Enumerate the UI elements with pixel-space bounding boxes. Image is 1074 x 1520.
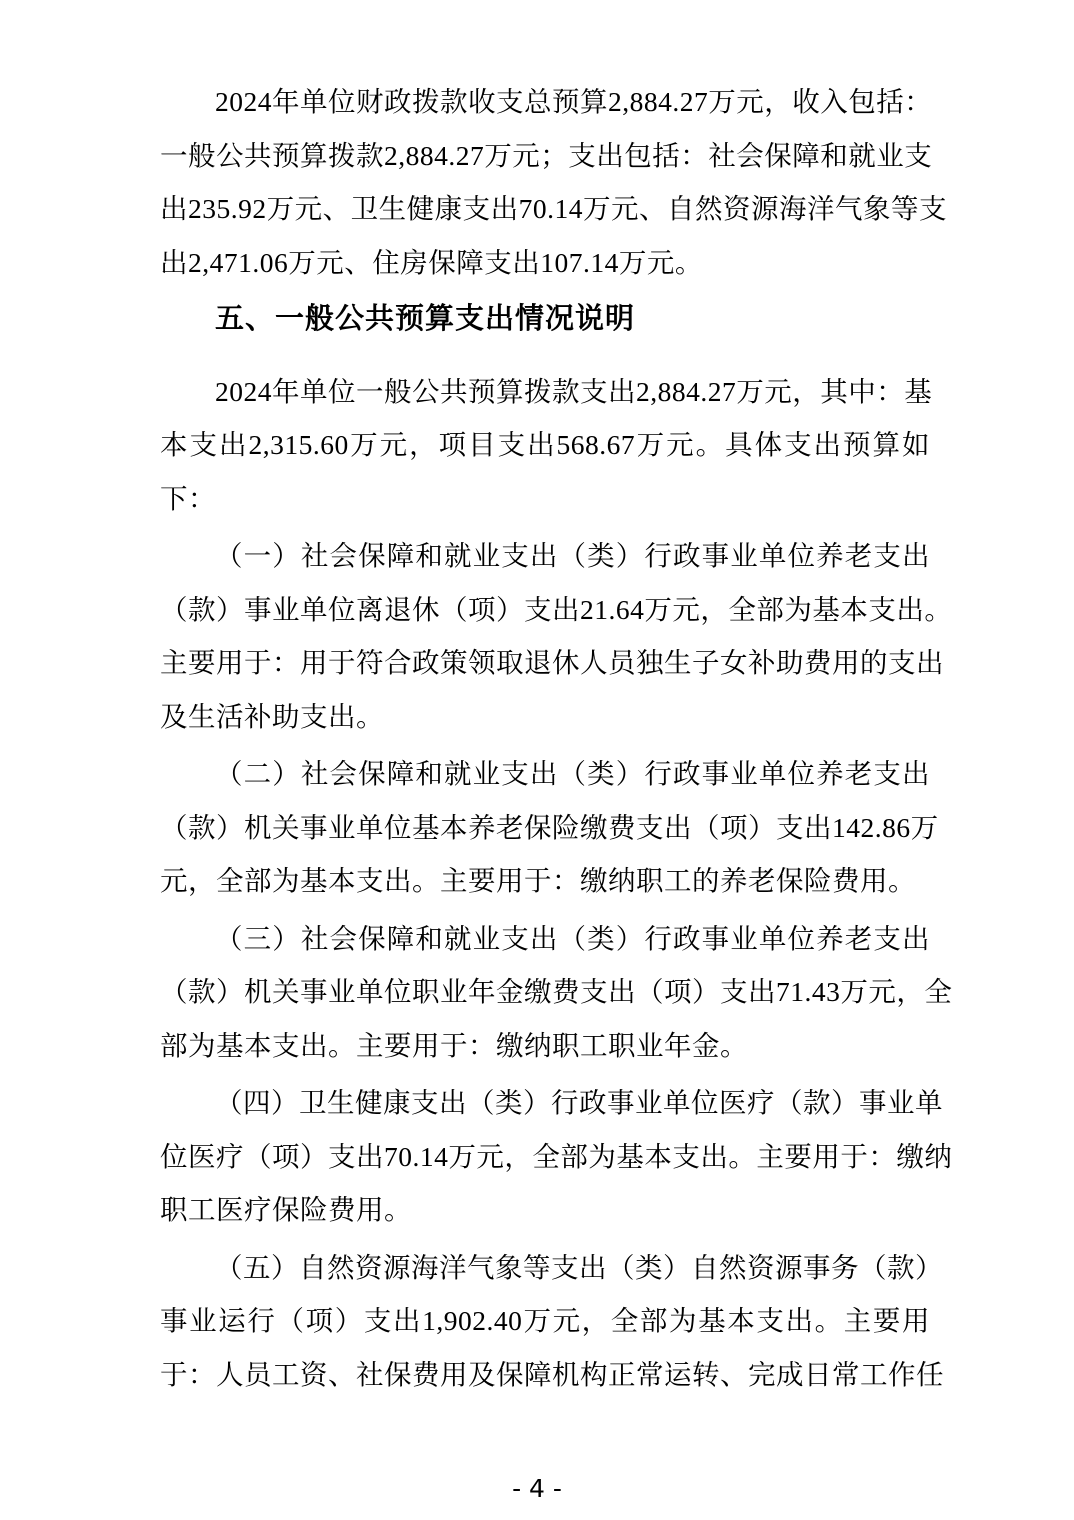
paragraph-budget-expenditure-intro [160,365,933,526]
text-line: 出235.92万元、卫生健康支出70.14万元、自然资源海洋气象等支 [160,193,947,224]
text-line: 本支出2,315.60万元，项目支出568.67万元。具体支出预算如 [160,429,930,460]
paragraph-item-4 [160,1076,953,1237]
paragraph-fiscal-appropriation-summary [160,75,947,289]
text-line: 部为基本支出。主要用于：缴纳职工职业年金。 [160,1029,748,1061]
text-line: （款）机关事业单位职业年金缴费支出（项）支出71.43万元，全 [160,976,953,1007]
text-line: （款）机关事业单位基本养老保险缴费支出（项）支出142.86万 [160,811,939,843]
text-line: （一）社会保障和就业支出（类）行政事业单位养老支出 [215,540,930,571]
text-line: 下： [160,482,216,514]
text-line: 职工医疗保险费用。 [160,1194,412,1225]
text-line: （二）社会保障和就业支出（类）行政事业单位养老支出 [215,758,930,789]
section-heading-five [160,293,930,347]
text-line: （款）事业单位离退休（项）支出21.64万元，全部为基本支出。 [160,593,953,625]
paragraph-item-2 [160,747,939,908]
text-line: 位医疗（项）支出70.14万元，全部为基本支出。主要用于：缴纳 [160,1140,953,1172]
text-line: 及生活补助支出。 [160,700,384,732]
text-line: 元，全部为基本支出。主要用于：缴纳职工的养老保险费用。 [160,865,916,896]
section-heading-text: 五、一般公共预算支出情况说明 [215,303,636,335]
text-line: 于：人员工资、社保费用及保障机构正常运转、完成日常工作任 [160,1358,944,1390]
page-number: - 4 - [512,1474,562,1503]
paragraph-item-5 [160,1241,944,1402]
text-line: （五）自然资源海洋气象等支出（类）自然资源事务（款） [215,1251,943,1283]
text-line: 2024年单位一般公共预算拨款支出2,884.27万元，其中：基 [215,375,933,407]
text-line: 主要用于：用于符合政策领取退休人员独生子女补助费用的支出 [160,647,944,678]
page-body [160,75,953,1401]
paragraph-item-3 [160,912,953,1073]
text-line: 2024年单位财政拨款收支总预算2,884.27万元，收入包括： [215,86,933,117]
text-line: 事业运行（项）支出1,902.40万元，全部为基本支出。主要用 [160,1305,930,1336]
text-line: 一般公共预算拨款2,884.27万元；支出包括：社会保障和就业支 [160,139,933,171]
text-line: 出2,471.06万元、住房保障支出107.14万元。 [160,246,703,278]
paragraph-item-1 [160,529,953,743]
text-line: （三）社会保障和就业支出（类）行政事业单位养老支出 [215,922,930,954]
text-line: （四）卫生健康支出（类）行政事业单位医疗（款）事业单 [215,1087,943,1118]
